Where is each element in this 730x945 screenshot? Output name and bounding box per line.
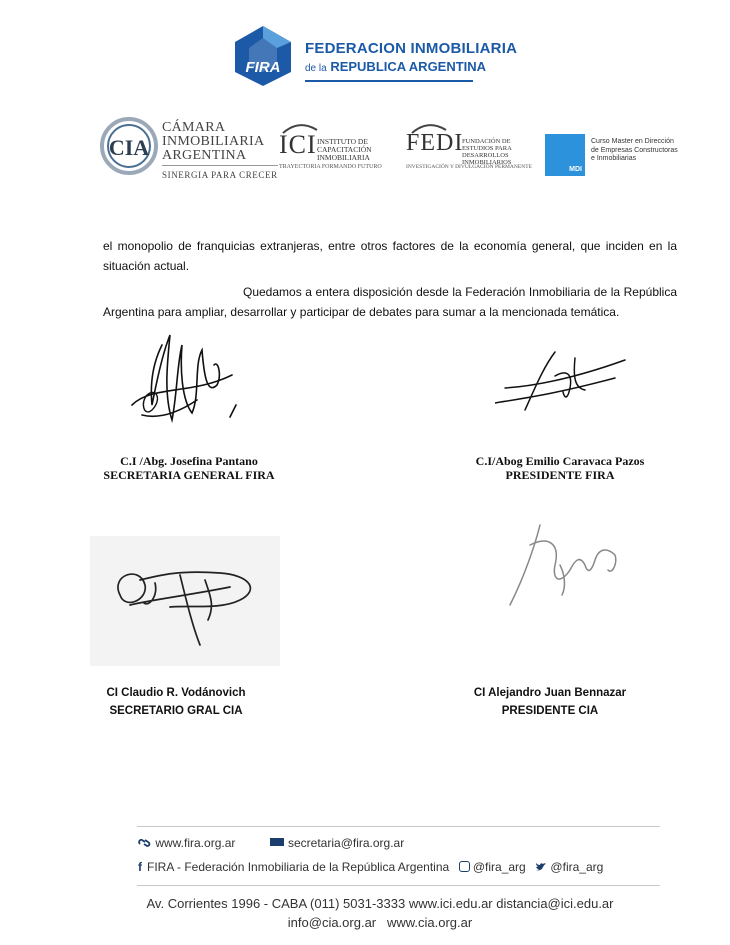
fira-logo (233, 24, 305, 88)
ici-logo: ICI INSTITUTO DE CAPACITACIÓN INMOBILIARIA TRAYECTORIA FORMANDO FUTURO (279, 130, 317, 160)
fedi-logo: FEDI FUNDACIÓN DE ESTUDIOS PARA DESARROLLOS INMOBILIARIOS INVESTIGACIÓN Y DIVULGACIÓN PERMANENTE (406, 130, 463, 157)
signatory-1 (95, 454, 283, 482)
signature-caravaca (495, 348, 635, 418)
paragraph-2-line-1: Quedamos a entera disposición desde la Federación Inmobiliaria de la República (243, 285, 677, 299)
signatory-2-name: C.I/Abog Emilio Caravaca Pazos (475, 454, 645, 468)
signature-vodanovich (100, 545, 270, 655)
signature-bennazar (500, 515, 630, 615)
ici-arc-icon (281, 122, 321, 134)
paragraph-1-line-2: situación actual. (103, 259, 190, 273)
footer-divider-top (137, 826, 660, 827)
signatory-2-role: PRESIDENTE FIRA (505, 468, 615, 482)
paragraph-2 (103, 282, 677, 322)
signatory-3-name: CI Claudio R. Vodánovich (106, 687, 246, 699)
paragraph-1-line-1: el monopolio de franquicias extranjeras, entre otros factores de la economía general, que inciden en la (103, 239, 677, 253)
link-icon (138, 836, 152, 848)
cia-emblem-icon (100, 117, 158, 175)
footer-email-link[interactable]: secretaria@fira.org.ar (288, 836, 405, 850)
org-title-line2: de la REPUBLICA ARGENTINA (305, 59, 487, 74)
signatory-1-role: SECRETARIA GENERAL FIRA (103, 468, 275, 482)
twitter-icon (535, 862, 547, 872)
paragraph-1 (103, 236, 677, 276)
footer-web-link[interactable]: www.fira.org.ar (155, 836, 236, 850)
fira-emblem-icon (233, 24, 305, 88)
signature-pantano (122, 325, 252, 430)
footer-social (138, 860, 603, 874)
svg-text:FIRA: FIRA (245, 59, 281, 76)
signatory-2 (455, 454, 665, 482)
twitter-handle[interactable]: @fira_arg (550, 860, 604, 874)
fedi-arc-icon (410, 122, 450, 134)
signatory-1-name: C.I /Abg. Josefina Pantano (120, 454, 258, 468)
footer-contact: info@cia.org.ar www.cia.org.ar (287, 915, 473, 930)
svg-text:CIA: CIA (108, 135, 150, 160)
instagram-icon (459, 861, 470, 872)
mdi-logo: MDI (545, 134, 585, 176)
signatory-4-role: PRESIDENTE CIA (501, 705, 599, 717)
email-icon (270, 838, 284, 846)
signatory-3-role: SECRETARIO GRAL CIA (109, 705, 243, 717)
signatory-3 (90, 684, 262, 720)
mdi-text: Curso Master en Dirección de Empresas Constructoras e Inmobiliarias (591, 138, 678, 162)
paragraph-2-line-2: Argentina para ampliar, desarrollar y participar de debates para sumar a la mencionada temática. (103, 305, 620, 319)
cia-logo (100, 117, 158, 175)
footer-address: Av. Corrientes 1996 - CABA (011) 5031-3333 www.ici.edu.ar distancia@ici.edu.ar (146, 896, 614, 911)
instagram-handle[interactable]: @fira_arg (472, 860, 526, 874)
footer-divider-bottom (137, 885, 660, 886)
signatory-4 (462, 684, 638, 720)
facebook-icon: f (138, 860, 142, 874)
signatory-4-name: CI Alejandro Juan Bennazar (473, 687, 627, 699)
title-underline (305, 80, 473, 82)
footer-email (270, 836, 404, 850)
footer-web (138, 836, 235, 850)
footer-org-name: FIRA - Federación Inmobiliaria de la República Argentina (147, 860, 450, 874)
org-title (305, 40, 517, 82)
cia-wordmark: CÁMARA INMOBILIARIA ARGENTINA SINERGIA PARA CRECER (162, 120, 278, 180)
org-title-line1: FEDERACION INMOBILIARIA (305, 40, 518, 57)
